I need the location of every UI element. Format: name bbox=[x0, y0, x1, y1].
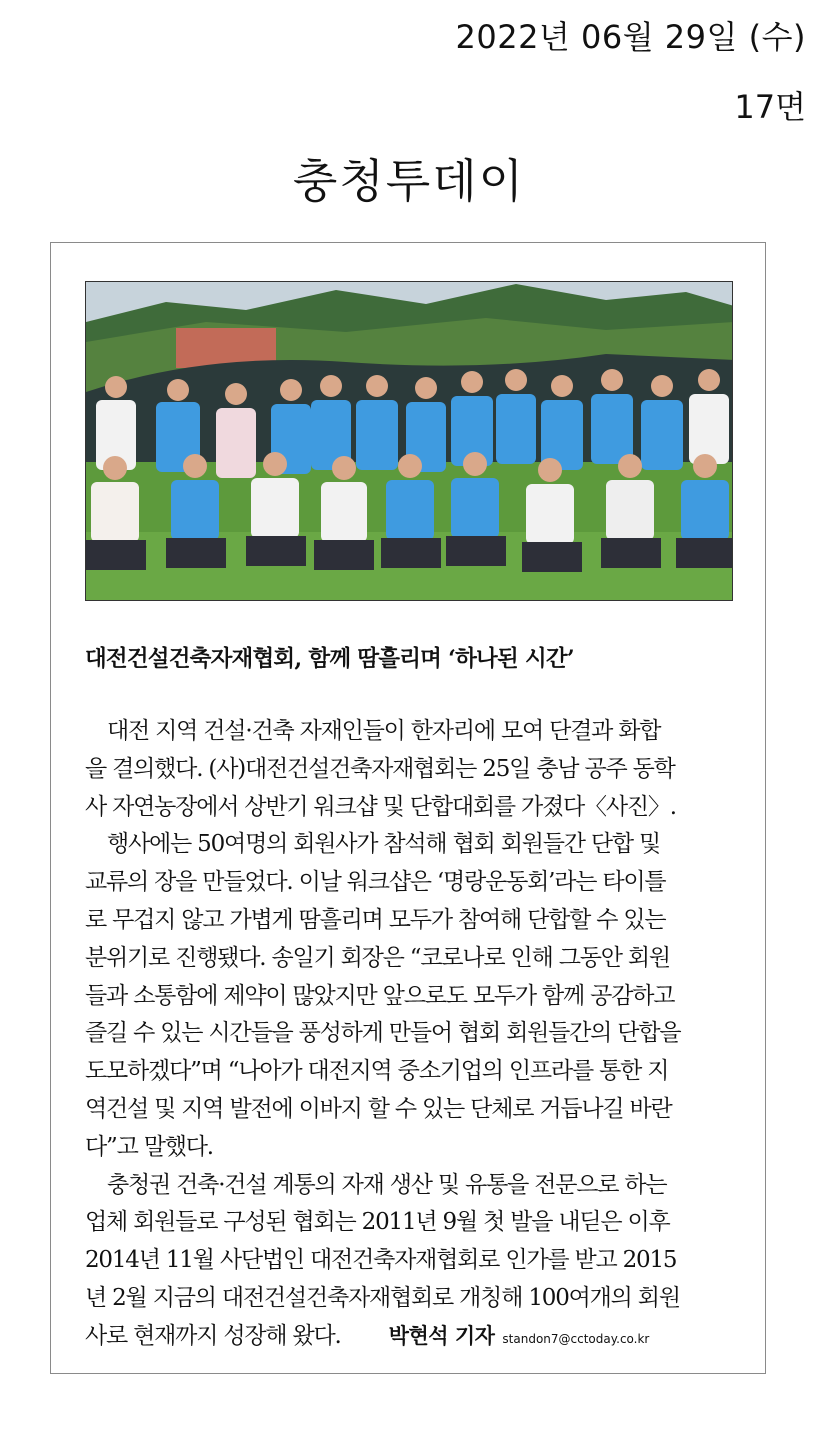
body-line: 행사에는 50여명의 회원사가 참석해 협회 회원들간 단합 및 bbox=[107, 831, 661, 858]
body-line: 업체 회원들로 구성된 협회는 2011년 9월 첫 발을 내딛은 이후 bbox=[85, 1209, 670, 1236]
body-line: 사 자연농장에서 상반기 워크샵 및 단합대회를 가졌다〈사진〉. bbox=[85, 793, 676, 820]
body-line: 로 무겁지 않고 가볍게 땀흘리며 모두가 참여해 단합할 수 있는 bbox=[85, 906, 666, 933]
body-line: 교류의 장을 만들었다. 이날 워크샵은 ‘명랑운동회’라는 타이틀 bbox=[85, 869, 666, 896]
body-last-line: 사로 현재까지 성장해 왔다. bbox=[85, 1322, 341, 1349]
reporter-email: standon7@cctoday.co.kr bbox=[502, 1331, 650, 1346]
body-line: 다”고 말했다. bbox=[85, 1133, 213, 1160]
body-line: 즐길 수 있는 시간들을 풍성하게 만들어 협회 회원들간의 단합을 bbox=[85, 1020, 681, 1047]
newspaper-name: 충청투데이 bbox=[292, 154, 526, 208]
reporter-name: 박현석 기자 bbox=[388, 1323, 495, 1348]
group-photo-icon bbox=[85, 281, 733, 601]
article-body bbox=[85, 713, 735, 1359]
byline bbox=[85, 1318, 735, 1359]
body-line: 2014년 11월 사단법인 대전건축자재협회로 인가를 받고 2015 bbox=[85, 1247, 677, 1274]
body-line: 역건설 및 지역 발전에 이바지 할 수 있는 단체로 거듭나길 바란 bbox=[85, 1095, 672, 1122]
article-clipping bbox=[50, 242, 766, 1374]
body-line: 대전 지역 건설·건축 자재인들이 한자리에 모여 단결과 화합 bbox=[107, 718, 661, 744]
body-line: 분위기로 진행됐다. 송일기 회장은 “코로나로 인해 그동안 회원 bbox=[85, 944, 670, 971]
page-number: 17면 bbox=[734, 88, 806, 126]
body-line: 도모하겠다”며 “나아가 대전지역 중소기업의 인프라를 통한 지 bbox=[85, 1058, 669, 1085]
body-line: 을 결의했다. (사)대전건설건축자재협회는 25일 충남 공주 동학 bbox=[85, 755, 675, 782]
date-line: 2022년 06월 29일 (수) bbox=[455, 18, 806, 56]
body-line: 년 2월 지금의 대전건설건축자재협회로 개칭해 100여개의 회원 bbox=[85, 1284, 680, 1311]
body-line: 들과 소통함에 제약이 많았지만 앞으로도 모두가 함께 공감하고 bbox=[85, 982, 675, 1009]
body-line: 충청권 건축·건설 계통의 자재 생산 및 유통을 전문으로 하는 bbox=[107, 1171, 667, 1198]
article-headline: 대전건설건축자재협회, 함께 땀흘리며 ‘하나된 시간’ bbox=[85, 646, 574, 672]
